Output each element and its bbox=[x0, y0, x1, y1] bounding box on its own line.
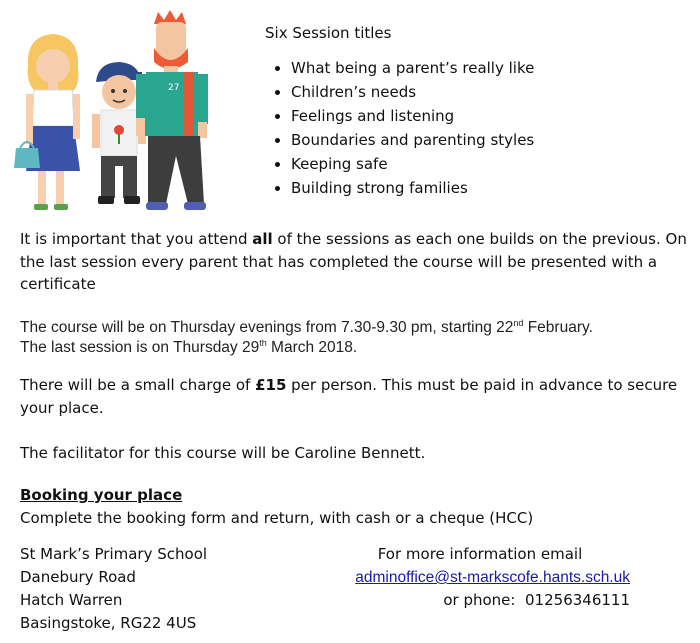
session-item: • Children’s needs bbox=[291, 80, 534, 104]
attendance-emphasis: all bbox=[252, 230, 273, 248]
facilitator-paragraph: The facilitator for this course will be Caroline Bennett. bbox=[20, 444, 426, 462]
booking-section bbox=[20, 484, 533, 529]
phone-label: or phone: bbox=[443, 591, 516, 609]
address-line: Danebury Road bbox=[20, 568, 136, 586]
contact-info-label: For more information email bbox=[377, 545, 583, 563]
session-titles-heading: Six Session titles bbox=[265, 24, 392, 42]
session-item: • Feelings and listening bbox=[291, 104, 534, 128]
contact-info bbox=[290, 543, 630, 612]
father-figure bbox=[136, 10, 208, 210]
schedule-line2-sup: th bbox=[259, 338, 267, 348]
session-item: • Building strong families bbox=[291, 176, 534, 200]
school-address bbox=[20, 543, 207, 635]
charge-paragraph bbox=[20, 374, 690, 419]
phone-number: 01256346111 bbox=[525, 591, 630, 609]
schedule-line2-text: The last session is on Thursday 29 bbox=[20, 339, 260, 356]
session-item: • What being a parent’s really like bbox=[291, 56, 534, 80]
contact-phone bbox=[290, 589, 630, 612]
schedule-line1-text: The course will be on Thursday evenings from 7.30-9.30 pm, starting 22 bbox=[20, 319, 514, 336]
charge-text-end: per person. This must be paid in advance to secure your place. bbox=[20, 376, 678, 417]
schedule-line1-end: February. bbox=[523, 319, 593, 336]
attendance-text-start: It is important that you attend bbox=[20, 230, 253, 248]
session-item: • Keeping safe bbox=[291, 152, 534, 176]
family-illustration-icon bbox=[8, 6, 218, 218]
schedule-line2-end: March 2018. bbox=[266, 339, 358, 356]
charge-amount: £15 bbox=[255, 376, 287, 394]
session-list bbox=[265, 56, 534, 200]
attendance-paragraph bbox=[20, 228, 690, 296]
schedule-paragraph bbox=[20, 318, 690, 358]
address-line: Hatch Warren bbox=[20, 591, 123, 609]
session-item: • Boundaries and parenting styles bbox=[291, 128, 534, 152]
contact-email-link[interactable]: adminoffice@st-markscofe.hants.sch.uk bbox=[355, 569, 630, 586]
address-line: St Mark’s Primary School bbox=[20, 545, 208, 563]
address-line: Basingstoke, RG22 4US bbox=[20, 614, 197, 632]
schedule-line1-sup: nd bbox=[513, 318, 524, 328]
session-titles bbox=[265, 24, 534, 200]
booking-heading: Booking your place bbox=[20, 486, 183, 504]
charge-text-start: There will be a small charge of bbox=[20, 376, 256, 394]
shirt-number: 27 bbox=[168, 83, 180, 93]
mother-figure bbox=[14, 34, 80, 210]
booking-text: Complete the booking form and return, with cash or a cheque (HCC) bbox=[20, 508, 534, 527]
attendance-text-end: of the sessions as each one builds on the previous. On the last session every parent that has completed the course will be presented with a certificate bbox=[20, 230, 687, 293]
